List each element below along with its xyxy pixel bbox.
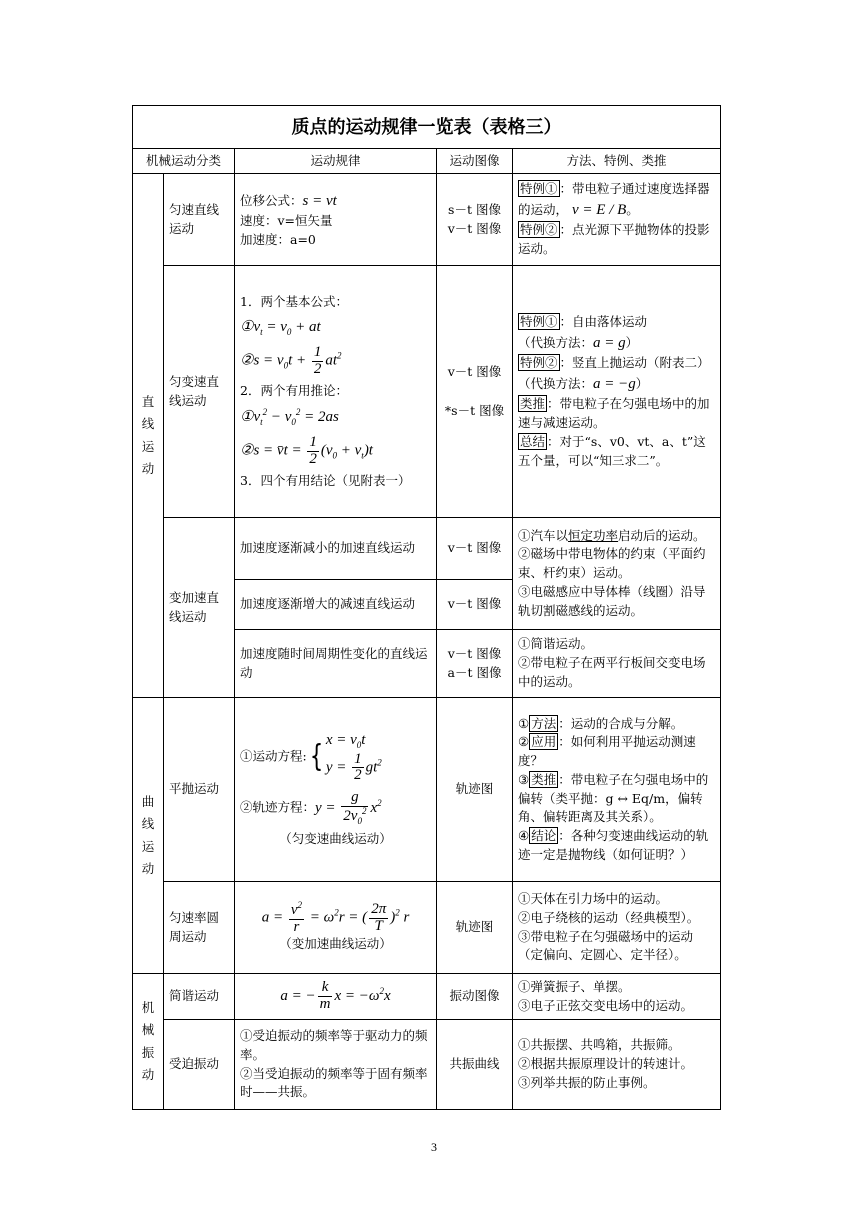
tag-box: 总结 (520, 433, 546, 449)
row-shm-method (513, 974, 721, 1020)
tag-box: 方法 (531, 715, 557, 731)
row-variable-sub1: 加速度逐渐减小的加速直线运动 (235, 518, 437, 580)
tag-box: 特例② (520, 355, 558, 370)
law-text: 速度：v=恒矢量 (240, 213, 333, 228)
method-text: ③列举共振的防止事例。 (518, 1074, 656, 1090)
row-projectile-graph: 轨迹图 (437, 698, 513, 882)
row-variable-sub1-graph: v－t 图像 (437, 518, 513, 580)
tag-box: 类推 (531, 771, 557, 787)
method-text: （代换方法： (518, 375, 594, 391)
graph-label: v－t 图像 (447, 645, 502, 661)
formula-vt: $①v_t = v_0$ + at (240, 319, 321, 338)
row-variable-method (513, 518, 721, 630)
method-text: ③带电粒子在匀强磁场中的运动（定偏向、定圆心、定半径）。 (518, 928, 694, 963)
method-text: ②电子绕核的运动（经典模型）。 (518, 909, 700, 925)
method-text: ：带电粒子通过速度选择器的运动， (518, 181, 710, 217)
method-text: ：对于“s、v0、vt、a、t”这五个量，可以“知三求二”。 (518, 433, 706, 468)
method-text: ①弹簧振子、单摆。 (518, 978, 631, 994)
brace-icon: { (309, 739, 323, 775)
method-text: ①天体在引力场中的运动。 (518, 891, 669, 906)
row-shm-name: 简谐运动 (164, 974, 235, 1020)
law-note: （变加速曲线运动） (279, 936, 392, 952)
row-accel-method (513, 266, 721, 518)
header-method: 方法、特例、类推 (513, 149, 721, 174)
row-variable-sub3-graph (437, 630, 513, 698)
method-text: 启动后的运动。 (618, 527, 706, 543)
method-text: ：各种匀变速曲线运动的轨迹一定是抛物线（如何证明？） (518, 828, 709, 862)
method-text: ③ (518, 771, 530, 787)
row-variable-sub2-graph: v－t 图像 (437, 580, 513, 630)
graph-label: a－t 图像 (447, 664, 502, 680)
formula-s: ②s = $v_0t$ + $\frac{1}{2}$ $at^2$ (240, 344, 342, 378)
law-label: ②轨迹方程： (240, 799, 316, 815)
graph-label: v－t 图像 (447, 220, 502, 236)
formula: s = vt (302, 192, 337, 209)
row-forced-law (235, 1020, 437, 1110)
row-variable-name: 变加速直线运动 (164, 518, 235, 698)
row-forced-name: 受迫振动 (164, 1020, 235, 1110)
method-text: ②带电粒子在两平行板间交变电场中的运动。 (518, 655, 706, 689)
row-forced-method (513, 1020, 721, 1110)
law-text: 1．两个基本公式： (240, 294, 348, 310)
law-text: 3．四个有用结论（见附表一） (240, 472, 411, 488)
formula-trajectory: y = $\frac{g}{2v_0^2}$ $x^2$ (315, 789, 382, 826)
formula: a = g (593, 334, 626, 351)
tag-box: 应用 (531, 734, 557, 750)
row-variable-sub3: 加速度随时间周期性变化的直线运动 (235, 630, 437, 698)
law-text: 2．两个有用推论： (240, 382, 348, 398)
method-text: ） (625, 334, 639, 350)
method-text: ：带电粒子在匀强电场中的加速与减速运动。 (518, 396, 710, 430)
method-text: ①汽车以 (518, 527, 569, 543)
graph-label: s－t 图像 (448, 201, 501, 217)
method-text: ③电磁感应中导体棒（线圈）沿导轨切割磁感线的运动。 (518, 583, 706, 618)
table-title: 质点的运动规律一览表（表格三） (133, 106, 721, 149)
tag-box: 类推 (520, 396, 546, 412)
group-curve (133, 698, 164, 974)
formula: v = E / B (572, 201, 627, 218)
header-graph: 运动图像 (437, 149, 513, 174)
method-text: ② (518, 734, 530, 750)
row-projectile-name: 平抛运动 (164, 698, 235, 882)
row-projectile-law (235, 698, 437, 882)
header-category: 机械运动分类 (133, 149, 235, 174)
method-text: （代换方法： (518, 334, 594, 350)
method-text: ①共振摆、共鸣箱，共振筛。 (518, 1037, 681, 1053)
header-law: 运动规律 (235, 149, 437, 174)
method-text: ②根据共振原理设计的转速计。 (518, 1056, 694, 1072)
page-number: 3 (431, 1140, 437, 1154)
formula-circular: a = $\frac{v^2}{r}$ = $\omega^2r$ = ( $\frac{2\pi}{T}$ )$^2$ r (261, 899, 410, 935)
law-label: 位移公式： (240, 192, 303, 208)
formula-shm: a = − $\frac{k}{m}$ $x = -\omega^2x$ (280, 979, 391, 1012)
row-circular-name: 匀速率圆周运动 (164, 882, 235, 974)
row-accel-law (235, 266, 437, 518)
law-text: ②当受迫振动的频率等于固有频率时——共振。 (240, 1065, 428, 1100)
row-forced-graph: 共振曲线 (437, 1020, 513, 1110)
row-shm-law (235, 974, 437, 1020)
formula-v2: $①v_t^2 - v_0^2 = 2as$ (240, 407, 339, 428)
method-text: ：点光源下平抛物体的投影运动。 (518, 222, 710, 257)
method-text: 。 (626, 201, 639, 217)
method-text: ③电子正弦交变电场中的运动。 (518, 997, 694, 1013)
graph-label: v－t 图像 (447, 363, 502, 379)
row-shm-graph: 振动图像 (437, 974, 513, 1020)
row-circular-method (513, 882, 721, 974)
motion-table (132, 105, 721, 1110)
row-accel-graph (437, 266, 513, 518)
method-text: ①简谐运动。 (518, 636, 594, 652)
tag-box: 特例① (520, 181, 558, 197)
row-uniform-method (513, 174, 721, 266)
law-note: （匀变速曲线运动） (279, 831, 392, 847)
law-text: ①受迫振动的频率等于驱动力的频率。 (240, 1028, 428, 1062)
method-text: ） (635, 375, 649, 391)
tag-box: 特例② (520, 222, 558, 238)
group-linear-label: 直线运动 (141, 393, 155, 476)
row-uniform-graph (437, 174, 513, 266)
group-curve-label: 曲线运动 (141, 793, 155, 876)
method-text: ②磁场中带电物体的约束（平面约束、杆约束）运动。 (518, 546, 706, 581)
group-vibration (133, 974, 164, 1110)
group-linear (133, 174, 164, 698)
method-text: ：竖直上抛运动（附表二） (559, 355, 710, 370)
method-text: ：带电粒子在匀强电场中的偏转（类平抛：g ↔ Eq/m，偏转角、偏转距离及其关系）。 (518, 771, 709, 825)
row-accel-name: 匀变速直线运动 (164, 266, 235, 518)
method-text: ：自由落体运动 (559, 313, 648, 329)
method-text: ① (518, 715, 530, 731)
law-text: 加速度：a=0 (240, 231, 316, 247)
tag-box: 结论 (531, 828, 557, 843)
row-circular-graph: 轨迹图 (437, 882, 513, 974)
row-projectile-method (513, 698, 721, 882)
graph-label: *s－t 图像 (444, 402, 505, 418)
group-vibration-label: 机械振动 (141, 999, 155, 1082)
underlined-text: 恒定功率 (568, 527, 619, 543)
formula-avg: ②s = v̄t = $\frac{1}{2}$ $(v_0 + v_t)t$ (240, 434, 373, 467)
law-label: ①运动方程: (240, 748, 307, 764)
method-text: ：如何利用平抛运动测速度？ (518, 734, 696, 768)
row-variable-sub3-method (513, 630, 721, 698)
row-variable-sub2: 加速度逐渐增大的减速直线运动 (235, 580, 437, 630)
row-uniform-law (235, 174, 437, 266)
tag-box: 特例① (520, 313, 558, 329)
method-text: ④ (518, 828, 530, 843)
row-uniform-name: 匀速直线运动 (164, 174, 235, 266)
row-circular-law (235, 882, 437, 974)
method-text: ：运动的合成与分解。 (558, 715, 684, 731)
equation-system: $x = v_0t$ y = $\frac{1}{2}$ $gt^2$ (325, 731, 382, 784)
formula: a = −g (593, 375, 636, 392)
